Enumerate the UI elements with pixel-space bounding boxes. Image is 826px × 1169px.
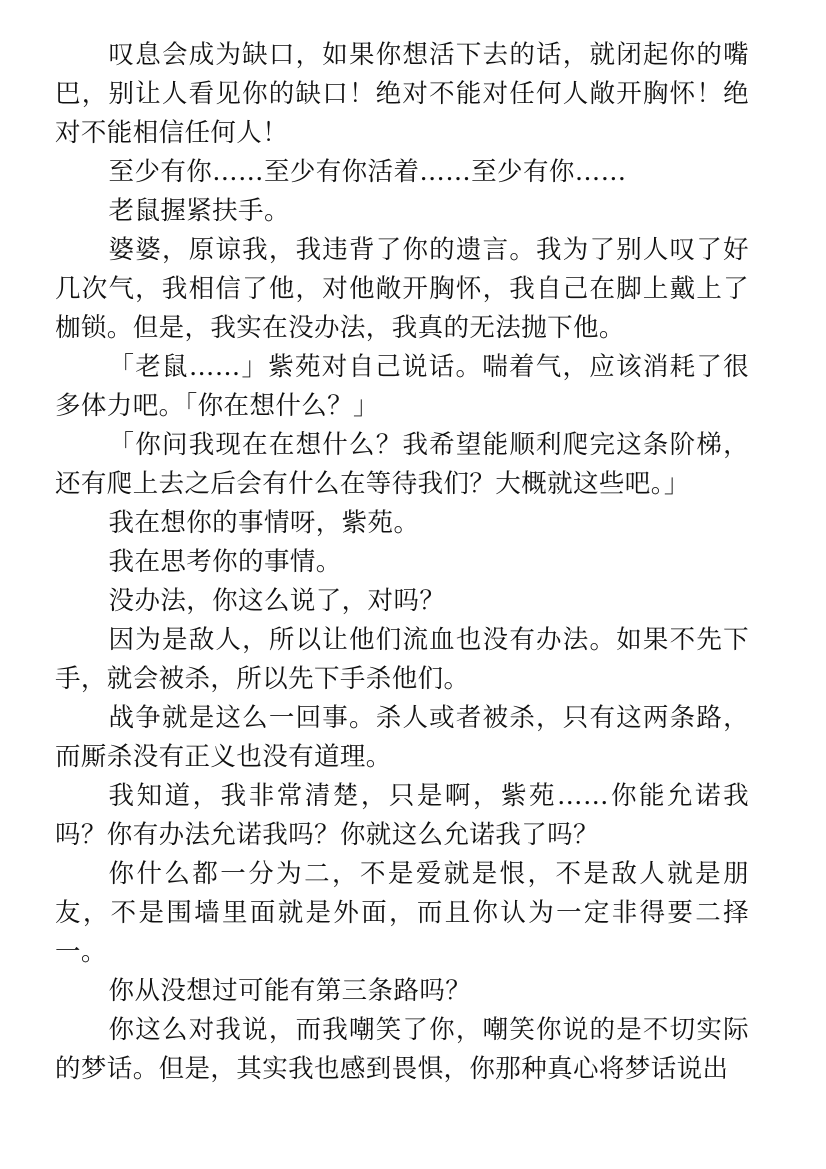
paragraph: 你从没想过可能有第三条路吗？ xyxy=(108,976,472,1006)
paragraph: 你这么对我说，而我嘲笑了你，嘲笑你说的是不切实际的梦话。但是，其实我也感到畏惧，你那种真心将梦话说出 xyxy=(55,1015,749,1084)
paragraph: 因为是敌人，所以让他们流血也没有办法。如果不先下手，就会被杀，所以先下手杀他们。 xyxy=(55,625,749,694)
paragraph: 我在想你的事情呀，紫苑。 xyxy=(108,508,420,538)
paragraph: 没办法，你这么说了，对吗？ xyxy=(108,586,446,616)
paragraph: 至少有你……至少有你活着……至少有你…… xyxy=(108,157,627,187)
paragraph: 「老鼠……」紫苑对自己说话。喘着气，应该消耗了很多体力吧。「你在想什么？」 xyxy=(55,352,749,421)
paragraph: 你什么都一分为二，不是爱就是恨，不是敌人就是朋友，不是围墙里面就是外面，而且你认为一定非得要二择一。 xyxy=(55,859,749,967)
paragraph: 「你问我现在在想什么？我希望能顺利爬完这条阶梯，还有爬上去之后会有什么在等待我们？大概就这些吧。」 xyxy=(55,430,749,499)
paragraph: 老鼠握紧扶手。 xyxy=(108,196,290,226)
paragraph: 战争就是这么一回事。杀人或者被杀，只有这两条路，而厮杀没有正义也没有道理。 xyxy=(55,703,749,772)
document-page xyxy=(55,36,749,1089)
paragraph: 婆婆，原谅我，我违背了你的遗言。我为了别人叹了好几次气，我相信了他，对他敞开胸怀，我自己在脚上戴上了枷锁。但是，我实在没办法，我真的无法抛下他。 xyxy=(55,235,749,343)
paragraph: 我在思考你的事情。 xyxy=(108,547,342,577)
paragraph: 叹息会成为缺口，如果你想活下去的话，就闭起你的嘴巴，别让人看见你的缺口！绝对不能对任何人敞开胸怀！绝对不能相信任何人！ xyxy=(55,40,749,148)
paragraph: 我知道，我非常清楚，只是啊，紫苑……你能允诺我吗？你有办法允诺我吗？你就这么允诺我了吗？ xyxy=(55,781,749,850)
